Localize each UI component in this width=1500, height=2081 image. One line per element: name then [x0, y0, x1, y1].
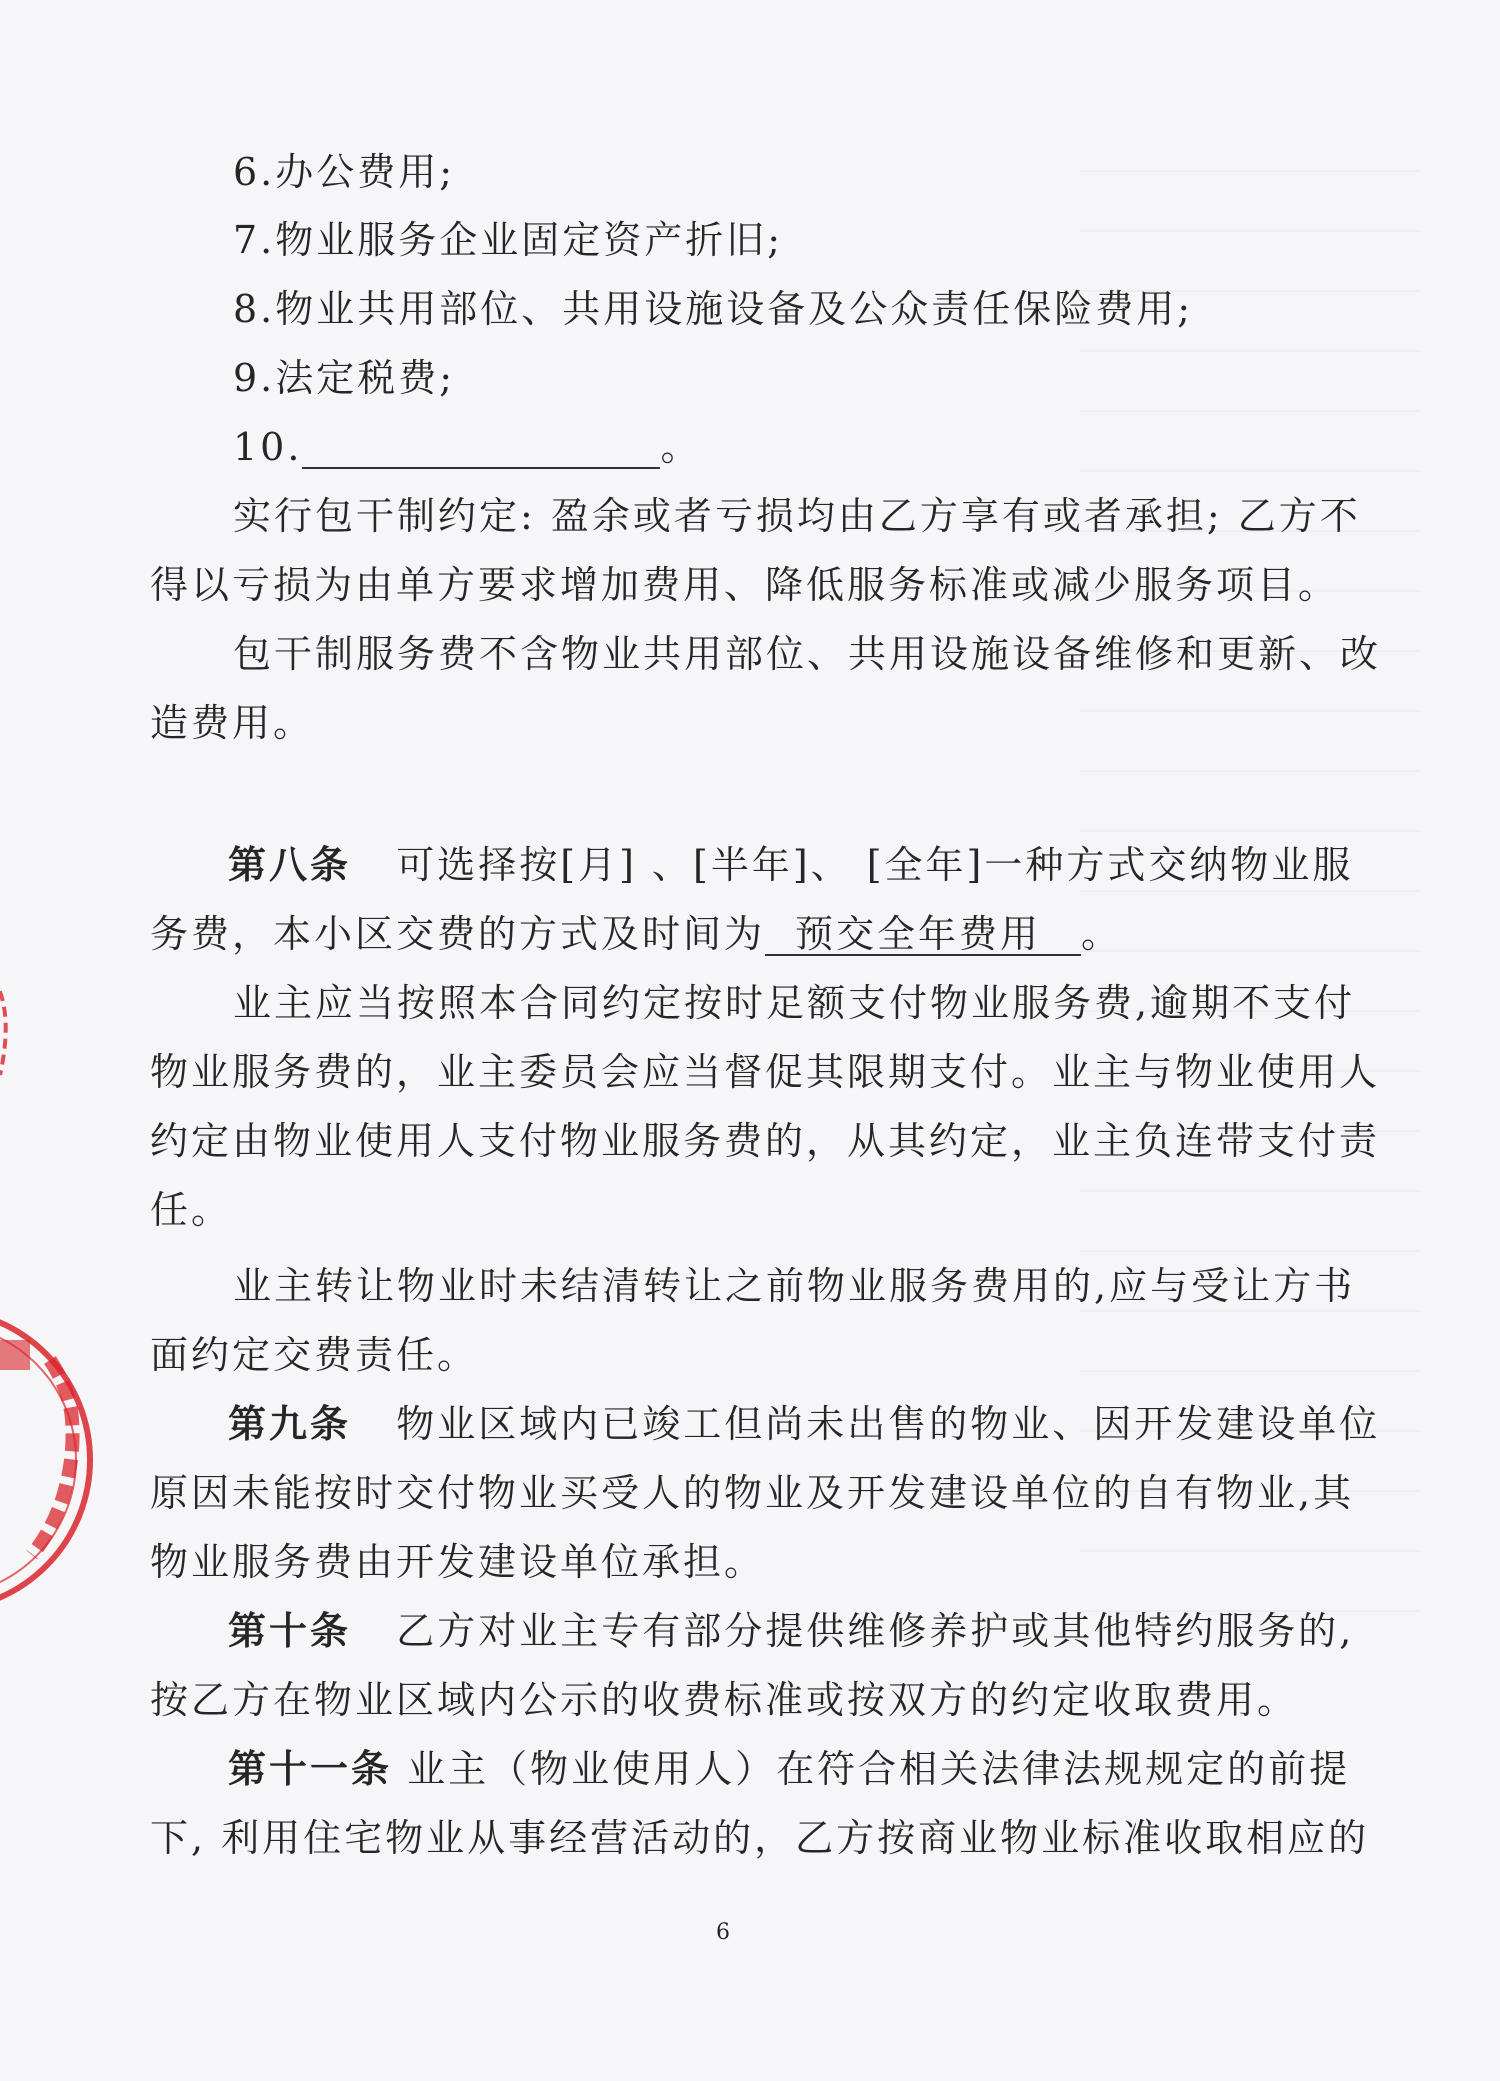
article-11-line2: 下, 利用住宅物业从事经营活动的，乙方按商业物业标准收取相应的 — [150, 1816, 1370, 1860]
article-8-para2-line1: 业主转让物业时未结清转让之前物业服务费用的,应与受让方书 — [233, 1264, 1356, 1308]
article-8-text1: 可选择按[月] 、[半年]、 [全年]一种方式交纳物业服 — [396, 843, 1354, 887]
article-11-text1: 业主（物业使用人）在符合相关法律法规规定的前提 — [407, 1747, 1351, 1791]
item-8: 8.物业共用部位、共用设施设备及公众责任保险费用; — [233, 287, 1194, 331]
article-9-title: 第九条 — [228, 1401, 352, 1446]
item-10 — [233, 425, 701, 469]
article-9-line1 — [228, 1402, 1380, 1446]
article-8-line2 — [150, 912, 1122, 956]
article-9-line2: 原因未能按时交付物业买受人的物业及开发建设单位的自有物业,其 — [150, 1471, 1355, 1515]
article-10-line2: 按乙方在物业区域内公示的收费标准或按双方的约定收取费用。 — [150, 1678, 1299, 1722]
article-8-para1-line1: 业主应当按照本合同约定按时足额支付物业服务费,逾期不支付 — [233, 981, 1356, 1025]
partial-red-company-seal — [0, 1300, 110, 1620]
item-9: 9.法定税费; — [233, 356, 456, 400]
item-10-number: 10. — [233, 425, 303, 469]
page-number: 6 — [716, 1920, 730, 1945]
article-9-line3: 物业服务费由开发建设单位承担。 — [150, 1540, 766, 1584]
article-8-para1-line2: 物业服务费的，业主委员会应当督促其限期支付。业主与物业使用人 — [150, 1050, 1381, 1094]
article-10-title: 第十条 — [228, 1608, 352, 1653]
lump-sum-para-line2: 得以亏损为由单方要求增加费用、降低服务标准或减少服务项目。 — [150, 563, 1340, 607]
item-6: 6.办公费用; — [233, 150, 456, 194]
article-11-line1 — [228, 1747, 1350, 1791]
payment-method-fill: 预交全年费用 — [765, 914, 1081, 956]
article-8-line1 — [228, 843, 1353, 887]
article-8-title: 第八条 — [228, 842, 352, 887]
article-8-para1-line3: 约定由物业使用人支付物业服务费的，从其约定，业主负连带支付责 — [150, 1119, 1381, 1163]
article-8-text2: 务费，本小区交费的方式及时间为 — [150, 912, 766, 956]
item-10-end: 。 — [660, 425, 702, 469]
exclusion-para-line2: 造费用。 — [150, 701, 315, 745]
partial-red-seal-upper — [0, 945, 50, 1095]
lump-sum-para-line1: 实行包干制约定: 盈余或者亏损均由乙方享有或者承担; 乙方不 — [233, 494, 1361, 538]
article-10-line1 — [228, 1609, 1354, 1653]
article-8-end: 。 — [1081, 912, 1123, 956]
item-7: 7.物业服务企业固定资产折旧; — [233, 218, 784, 262]
article-9-text1: 物业区域内已竣工但尚未出售的物业、因开发建设单位 — [396, 1402, 1381, 1446]
item-10-blank — [302, 431, 660, 469]
article-10-text1: 乙方对业主专有部分提供维修养护或其他特约服务的, — [396, 1609, 1355, 1653]
exclusion-para-line1: 包干制服务费不含物业共用部位、共用设施设备维修和更新、改 — [233, 632, 1382, 676]
article-8-para2-line2: 面约定交费责任。 — [150, 1333, 479, 1377]
article-11-title: 第十一条 — [228, 1746, 393, 1791]
article-8-para1-line4: 任。 — [150, 1188, 233, 1232]
